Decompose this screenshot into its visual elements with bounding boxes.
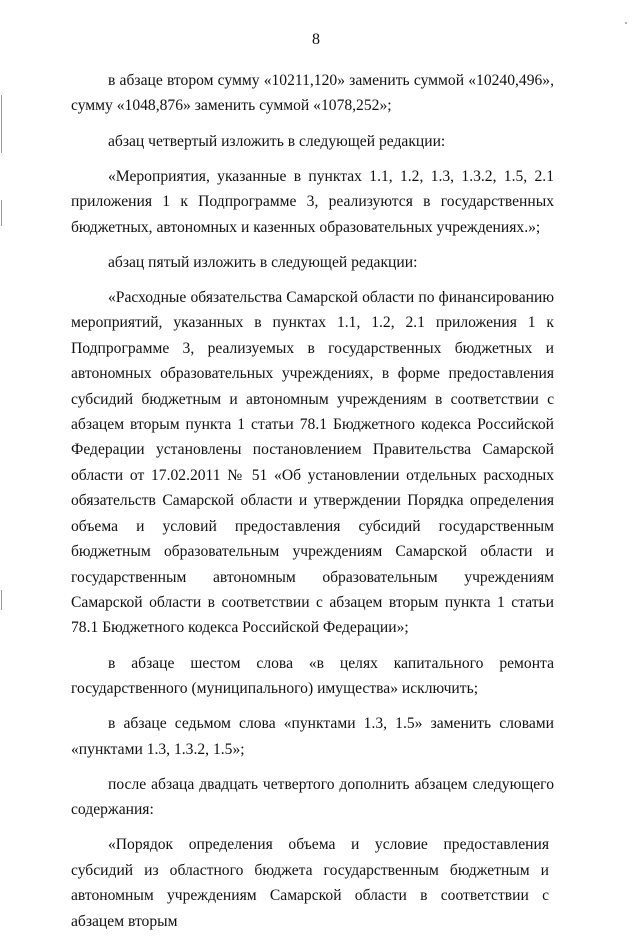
scan-edge-mark-top — [1, 95, 2, 153]
paragraph-addition-heading: после абзаца двадцать четвертого дополнить абзацем следующего содержания: — [71, 775, 554, 819]
paragraph-sum-replacement: в абзаце втором сумму «10211,120» заменить суммой «10240,496», сумму «1048,876» заменить суммой «1078,252»; — [71, 72, 554, 115]
paragraph-fourth-abzac-heading: абзац четвертый изложить в следующей редакции: — [108, 132, 446, 150]
document-body — [71, 68, 554, 944]
paragraph-activities-quote: «Мероприятия, указанные в пунктах 1.1, 1.2, 1.3, 1.3.2, 1.5, 2.1 приложения 1 к Подпрограмме 3, реализуются в государственных бюджетных, автономных и казенных образовательных учреждениях.»; — [71, 167, 554, 236]
scan-dust-speck — [625, 22, 627, 24]
scan-edge-mark-middle — [1, 200, 2, 226]
paragraph-fifth-abzac-heading: абзац пятый изложить в следующей редакции: — [108, 253, 418, 271]
scan-edge-mark-bottom — [1, 590, 2, 610]
page-number: 8 — [312, 31, 320, 48]
paragraph-subsidy-procedure-quote: «Порядок определения объема и условие предоставления субсидий из областного бюджета государственным бюджетным и автономным учреждениям Самарской области в соответствии с абзацем вторым — [71, 836, 549, 930]
paragraph-sixth-abzac-amendment: в абзаце шестом слова «в целях капитального ремонта государственного (муниципального) имущества» исключить; — [71, 654, 554, 697]
paragraph-expense-obligations-quote: «Расходные обязательства Самарской области по финансированию мероприятий, указанных в пунктах 1.1, 1.2, 2.1 приложения 1 к Подпрограмме 3, реализуемых в государственных бюджетных и автономных образовательных учреждениях, в форме предоставления субсидий бюджетным и автономным учреждениям в соответствии с абзацем вторым пункта 1 статьи 78.1 Бюджетного кодекса Российской Федерации установлены постановлением Правительства Самарской области от 17.02.2011 № 51 «Об установлении отдельных расходных обязательств Самарской области и утверждении Порядка определения объема и условий предоставления субсидий государственным бюджетным образовательным учреждениям Самарской области и государственным автономным образовательным учреждениям Самарской области в соответствии с абзацем вторым пункта 1 статьи 78.1 Бюджетного кодекса Российской Федерации»; — [71, 289, 554, 637]
paragraph-seventh-abzac-amendment: в абзаце седьмом слова «пунктами 1.3, 1.5» заменить словами «пунктами 1.3, 1.3.2, 1.5»; — [71, 715, 554, 758]
